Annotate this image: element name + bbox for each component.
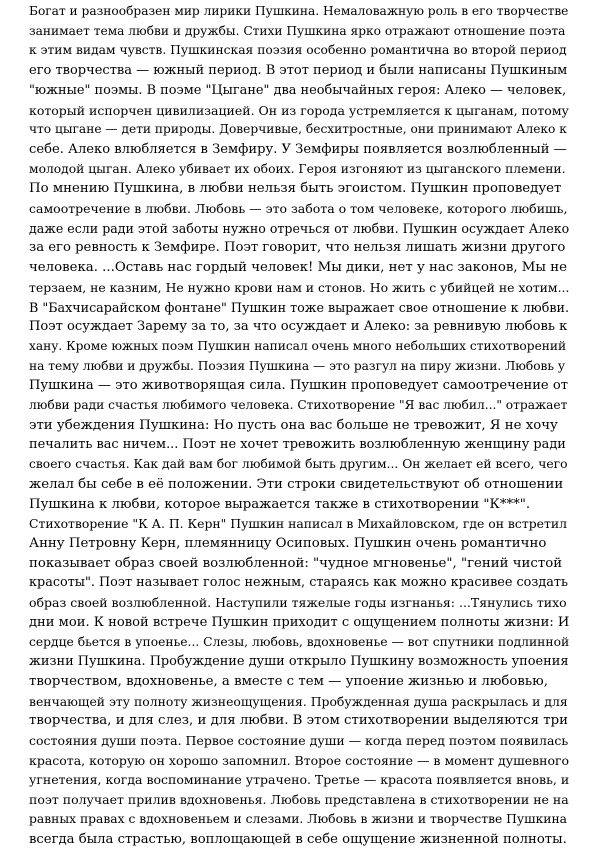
text-line: себе. Алеко влюбляется в Земфиру. У Земфиры появляется возлюбленный — xyxy=(29,141,567,157)
text-line: хану. Кроме южных поэм Пушкин написал очень много небольших стихотворений xyxy=(29,338,567,353)
text-line: "южные" поэмы. В поэме "Цыгане" два необычайных героя: Алеко — человек, xyxy=(29,82,567,98)
text-line: который испорчен цивилизацией. Он из города устремляется к цыганам, потому xyxy=(29,102,569,118)
text-line: творчества, и для слез, и для любви. В этом стихотворении выделяются три xyxy=(29,713,568,729)
text-line: равных правах с вдохновеньем и слезами. Любовь в жизни и творчестве Пушкина xyxy=(29,811,567,826)
text-line: на тему любви и дружбы. Поэзия Пушкина — это разгул на пиру жизни. Любовь у xyxy=(29,358,566,373)
text-line: венчающей эту полноту жизнеощущения. Пробужденная душа раскрылась и для xyxy=(29,693,568,709)
text-line: По мнению Пушкина, в любви нельзя быть эгоистом. Пушкин проповедует xyxy=(29,181,562,197)
text-line: красота, которую он хорошо запомнил. Второе состояние — в момент душевного xyxy=(29,752,569,768)
text-line: Богат и разнообразен мир лирики Пушкина. Немаловажную роль в его творчестве xyxy=(29,4,569,18)
text-line: его творчества — южный период. В этот период и были написаны Пушкиным xyxy=(29,63,568,79)
text-line: занимает тема любви и дружбы. Стихи Пушкина ярко отражают отношение поэта xyxy=(29,23,566,38)
text-line: за его ревность к Земфире. Поэт говорит, что нельзя лишать жизни другого xyxy=(29,240,566,256)
text-line: даже если ради этой заботы нужно отречься от любви. Пушкин осуждает Алеко xyxy=(29,220,569,236)
text-line: самоотречение в любви. Любовь — это забота о том человеке, которого любишь, xyxy=(29,201,568,217)
text-line: эти убеждения Пушкина: Но пусть она вас больше не тревожит, Я не хочу xyxy=(29,417,558,433)
text-line: к этим видам чувств. Пушкинская поэзия особенно романтична во второй период xyxy=(29,43,567,58)
text-line: печалить вас ничем... Поэт не хочет тревожить возлюбленную женщину ради xyxy=(29,437,566,453)
text-line: человека. ...Оставь нас гордый человек! Мы дики, нет у нас законов, Мы не xyxy=(29,260,567,276)
text-line: любви ради счастья любимого человека. Стихотворение "Я вас любил..." отражает xyxy=(29,398,568,413)
text-line: жизни Пушкина. Пробуждение души открыло Пушкину возможность упоения xyxy=(29,654,569,670)
text-line: желал бы себе в её положении. Эти строки свидетельствуют об отношении xyxy=(29,476,564,492)
text-line: что цыгане — дети природы. Доверчивые, бесхитростные, они принимают Алеко к xyxy=(29,122,567,137)
text-line: Пушкина — это животворящая сила. Пушкин проповедует самоотречение от xyxy=(29,378,568,394)
text-line: сердце бьется в упоенье... Слезы, любовь, вдохновенье — вот спутники подлинной xyxy=(29,634,569,649)
text-line: молодой цыган. Алеко убивает их обоих. Героя изгоняют из цыганского племени. xyxy=(29,161,566,176)
text-line: показывает образ своей возлюбленной: "чудное мгновенье", "гений чистой xyxy=(29,555,563,571)
text-line: всегда была страстью, воплощающей в себе ощущение жизненной полноты. xyxy=(29,831,567,847)
text-line: Поэт осуждает Зарему за то, за что осуждает и Алеко: за ревнивую любовь к xyxy=(29,319,568,335)
text-line: Пушкина к любви, которое выражается также в стихотворении "К***". xyxy=(29,496,531,512)
text-line: своего счастья. Как дай вам бог любимой быть другим... Он желает ей всего, чего xyxy=(29,457,568,472)
text-line: поэт получает прилив вдохновенья. Любовь представлена в стихотворении не на xyxy=(29,792,569,808)
text-line: образ своей возлюбленной. Наступили тяжелые годы изгнанья: ...Тянулись тихо xyxy=(29,595,567,611)
essay-text xyxy=(29,2,569,849)
text-line: терзаем, не казним, Не нужно крови нам и стонов. Но жить с убийцей не хотим... xyxy=(29,279,569,295)
text-line: угнетения, когда воспоминание утрачено. Третье — красота появляется вновь, и xyxy=(29,772,569,788)
text-line: В "Бахчисарайском фонтане" Пушкин тоже выражает свое отношение к любви. xyxy=(29,299,569,315)
text-line: состояния души поэта. Первое состояние души — когда перед поэтом появилась xyxy=(29,733,569,749)
text-line: красоты". Поэт называет голос нежным, стараясь как можно красивее создать xyxy=(29,575,568,591)
text-line: Анну Петровну Керн, племянницу Осиповых. Пушкин очень романтично xyxy=(29,535,547,551)
text-line: Стихотворение "К А. П. Керн" Пушкин написал в Михайловском, где он встретил xyxy=(29,516,567,532)
text-line: творчеством, вдохновенье, а вместе с тем — упоение жизнью и любовью, xyxy=(29,673,548,689)
text-line: дни мои. К новой встрече Пушкин приходит с ощущением полноты жизни: И xyxy=(29,614,569,630)
